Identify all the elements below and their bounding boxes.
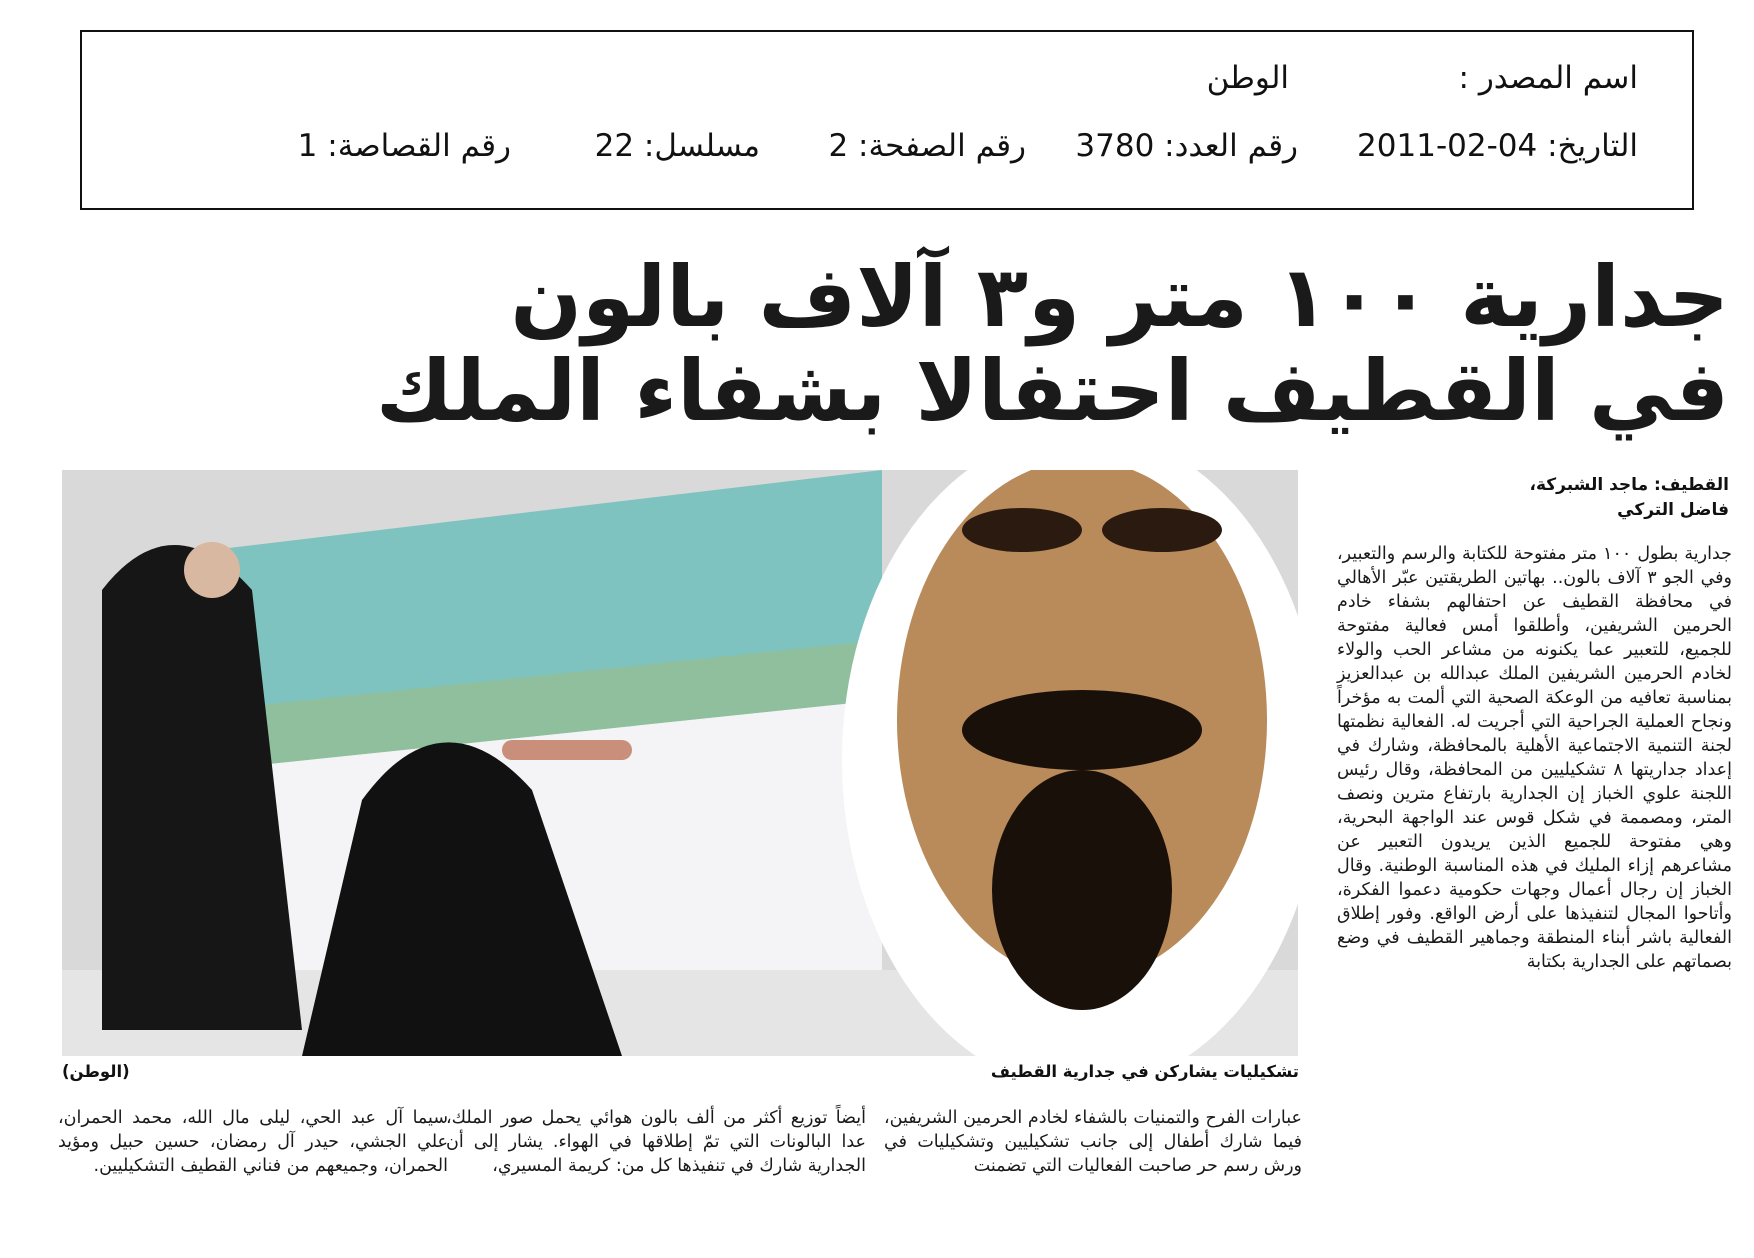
headline-line-2: في القطيف احتفالا بشفاء الملك (375, 342, 1729, 440)
article-column-right: جدارية بطول ١٠٠ متر مفتوحة للكتابة والرسم والتعبير، وفي الجو ٣ آلاف بالون.. بهاتين الطريقتين عبّر الأهالي في محافظة القطيف عن احتفالهم بشفاء خادم الحرمين الشريفين، وأطلقوا أمس فعالية مفتوحة للجميع، للتعبير عما يكنونه من مشاعر الحب والولاء لخادم الحرمين الشريفين الملك عبدالله بن عبدالعزيز بمناسبة تعافيه من الوعكة الصحية التي ألمت به مؤخراً ونجاح العملية الجراحية التي أجريت له. الفعالية نظمتها لجنة التنمية الاجتماعية الأهلية بالمحافظة، وشارك في إعداد جداريتها ٨ تشكيليين من المحافظة، وقال رئيس اللجنة علوي الخباز إن الجدارية بارتفاع مترين ونصف المتر، ومصممة في شكل قوس عند الواجهة البحرية، وهي مفتوحة للجميع الذين يريدون التعبير عن مشاعرهم إزاء المليك في هذه المناسبة الوطنية. وقال الخباز إن رجال أعمال وجهات حكومية دعموا الفكرة، وأتاحوا المجال لتنفيذها على أرض الواقع. وفور إطلاق الفعالية باشر أبناء المنطقة وجماهير القطيف في وضع بصماتهم على الجدارية بكتابة (1337, 544, 1732, 972)
byline-line-2: فاضل التركي (1617, 500, 1729, 520)
date-field: التاريخ: 04-02-2011 (1357, 128, 1638, 164)
serial-field: مسلسل: 22 (594, 128, 760, 164)
article-column-bottom-3: سيما آل عبد الحي، ليلى مال الله، محمد الحمران، علي الجشي، حيدر آل رمضان، حسين حبيل ومؤيد الحمران، وجميعهم من فناني القطيف التشكيليين. (58, 1108, 448, 1176)
source-info-box (80, 30, 1694, 210)
photo-caption: تشكيليات يشاركن في جدارية القطيف (990, 1062, 1299, 1081)
clip-number-field: رقم القصاصة: 1 (297, 128, 511, 164)
byline (1369, 473, 1729, 523)
article-column-bottom-2: أيضاً توزيع أكثر من ألف بالون هوائي يحمل صور الملك، عدا البالونات التي تمّ إطلاقها في الهواء. يشار إلى أن الجدارية شارك في تنفيذها كل من: كريمة المسيري، (446, 1108, 866, 1176)
photo-credit: (الوطن) (62, 1062, 130, 1081)
headline-line-1: جدارية ١٠٠ متر و٣ آلاف بالون (510, 248, 1729, 346)
byline-line-1: القطيف: ماجد الشبركة، (1529, 475, 1729, 495)
page-number-field: رقم الصفحة: 2 (828, 128, 1026, 164)
mural-photo-illustration (62, 470, 1298, 1056)
article-column-bottom-1: عبارات الفرح والتمنيات بالشفاء لخادم الحرمين الشريفين، فيما شارك أطفال إلى جانب تشكيليين وتشكيليات في ورش رسم حر صاحبت الفعاليات التي تضمنت (884, 1108, 1302, 1176)
source-value: الوطن (1206, 60, 1289, 96)
source-label: اسم المصدر : (1458, 60, 1638, 96)
issue-number-field: رقم العدد: 3780 (1075, 128, 1298, 164)
article-photo (62, 470, 1298, 1056)
